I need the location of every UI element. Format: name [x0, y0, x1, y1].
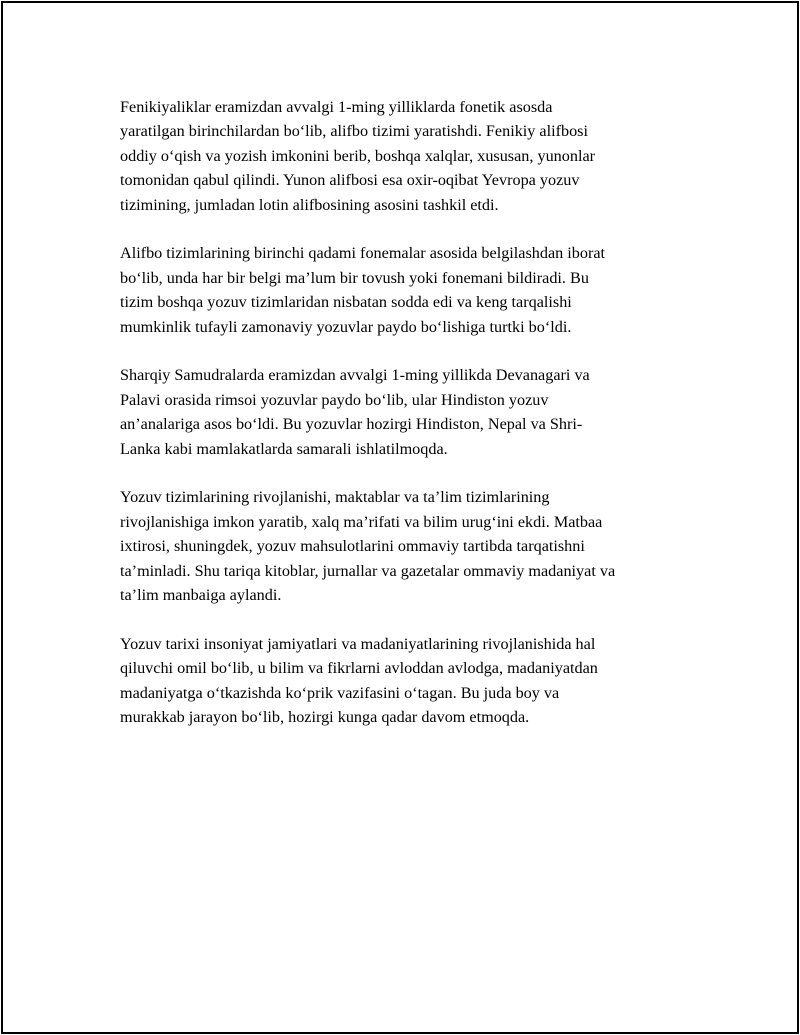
paragraph-4 — [120, 485, 690, 607]
paragraph-line: Lanka kabi mamlakatlarda samarali ishlatilmoqda. — [120, 439, 448, 458]
paragraph-line: rivojlanishiga imkon yaratib, xalq ma’rifati va bilim urug‘ini ekdi. Matbaa — [120, 512, 603, 531]
paragraph-line: bo‘lib, unda har bir belgi ma’lum bir tovush yoki fonemani bildiradi. Bu — [120, 268, 589, 287]
paragraph-line: Palavi orasida rimsoi yozuvlar paydo bo‘lib, ular Hindiston yozuv — [120, 390, 549, 409]
paragraph-line: tizimining, jumladan lotin alifbosining asosini tashkil etdi. — [120, 195, 499, 214]
paragraph-line: ta’minladi. Shu tariqa kitoblar, jurnallar va gazetalar ommaviy madaniyat va — [120, 561, 616, 580]
paragraph-line: mumkinlik tufayli zamonaviy yozuvlar paydo bo‘lishiga turtki bo‘ldi. — [120, 317, 572, 336]
paragraph-line: qiluvchi omil bo‘lib, u bilim va fikrlarni avloddan avlodga, madaniyatdan — [120, 659, 598, 678]
paragraph-line: Alifbo tizimlarining birinchi qadami fonemalar asosida belgilashdan iborat — [120, 244, 606, 263]
paragraph-line: madaniyatga o‘tkazishda ko‘prik vazifasini o‘tagan. Bu juda boy va — [120, 683, 560, 702]
paragraph-line: ixtirosi, shuningdek, yozuv mahsulotlarini ommaviy tartibda tarqatishni — [120, 537, 585, 556]
paragraph-1 — [120, 95, 690, 217]
paragraph-2 — [120, 241, 690, 339]
paragraph-line: murakkab jarayon bo‘lib, hozirgi kunga qadar davom etmoqda. — [120, 708, 530, 727]
paragraph-line: Sharqiy Samudralarda eramizdan avvalgi 1-ming yillikda Devanagari va — [120, 366, 590, 385]
paragraph-line: ta’lim manbaiga aylandi. — [120, 586, 282, 605]
paragraph-line: tizim boshqa yozuv tizimlaridan nisbatan sodda edi va keng tarqalishi — [120, 293, 572, 312]
paragraph-line: an’analariga asos bo‘ldi. Bu yozuvlar hozirgi Hindiston, Nepal va Shri- — [120, 415, 583, 434]
paragraph-line: oddiy o‘qish va yozish imkonini berib, boshqa xalqlar, xususan, yunonlar — [120, 146, 596, 165]
paragraph-line: yaratilgan birinchilardan bo‘lib, alifbo tizimi yaratishdi. Fenikiy alifbosi — [120, 122, 588, 141]
paragraph-line: Fenikiyaliklar eramizdan avvalgi 1-ming yilliklarda fonetik asosda — [120, 98, 553, 116]
paragraph-line: Yozuv tarixi insoniyat jamiyatlari va madaniyatlarining rivojlanishida hal — [120, 634, 596, 653]
paragraph-line: Yozuv tizimlarining rivojlanishi, maktablar va ta’lim tizimlarining — [120, 488, 550, 507]
page-frame — [1, 1, 799, 1034]
paragraph-5 — [120, 632, 690, 730]
paragraph-line: tomonidan qabul qilindi. Yunon alifbosi esa oxir-oqibat Yevropa yozuv — [120, 171, 580, 190]
paragraph-3 — [120, 363, 690, 461]
document-body — [120, 95, 690, 754]
